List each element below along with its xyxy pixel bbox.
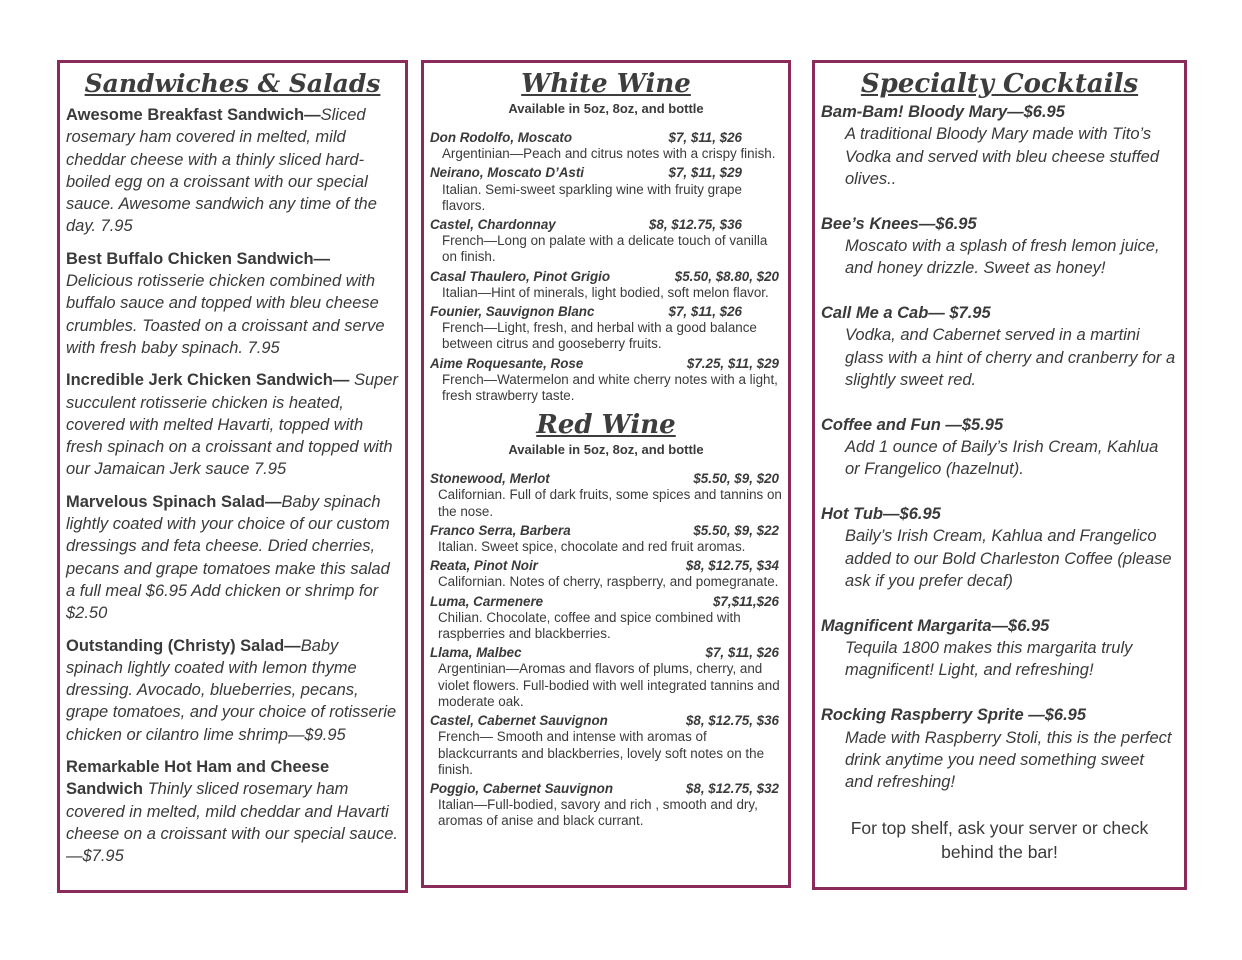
wine-item (424, 165, 788, 214)
wine-price: $8, $12.75, $32 (685, 780, 779, 796)
wine-item (424, 304, 788, 353)
cocktail-desc: Moscato with a splash of fresh lemon juice, and honey drizzle. Sweet as honey! (845, 236, 1160, 278)
wine-item (424, 713, 788, 778)
wine-desc: Chilian. Chocolate, coffee and spice combined with raspberries and blackberries. (438, 609, 741, 642)
wine-name: Llama, Malbec (430, 645, 522, 661)
item-desc: Baby spinach lightly coated with lemon thyme dressing. Avocado, blueberries, pecans, grape tomatoes, and your choice of rotisserie chicken or cilantro lime shrimp—$9.95 (66, 636, 397, 744)
wine-name: Stonewood, Merlot (430, 471, 550, 487)
wine-price: $8, $12.75, $36 (648, 217, 742, 233)
wine-desc: Argentinian—Aromas and flavors of plums, cherry, and violet flowers. Full-bodied with well integrated tannins and moderate oak. (438, 661, 780, 709)
cocktail-item (815, 302, 1184, 391)
wine-desc: Italian. Semi-sweet sparkling wine with fruity grape flavors. (442, 181, 742, 213)
cocktail-name: Bee’s Knees—$6.95 (821, 214, 977, 233)
wine-name: Founier, Sauvignon Blanc (430, 304, 595, 320)
wine-desc: French—Light, fresh, and herbal with a good balance between citrus and gooseberry fruits. (442, 320, 757, 352)
item-desc: Delicious rotisserie chicken combined with buffalo sauce and topped with bleu cheese crumbles. Toasted on a croissant and serve with fresh baby spinach. 7.95 (66, 272, 385, 357)
cocktail-name: Coffee and Fun —$5.95 (821, 415, 1004, 434)
wine-item (424, 356, 788, 405)
wine-name: Neirano, Moscato D’Asti (430, 165, 585, 181)
cocktail-desc: A traditional Bloody Mary made with Tito’s Vodka and served with bleu cheese stuffed olives.. (845, 125, 1160, 188)
menu-item (60, 104, 405, 238)
wine-name: Castel, Cabernet Sauvignon (430, 713, 608, 729)
top-shelf-note: For top shelf, ask your server or check behind the bar! (850, 817, 1149, 862)
cocktail-name: Magnificent Margarita—$6.95 (821, 616, 1050, 635)
wine-name: Reata, Pinot Noir (430, 558, 538, 574)
wine-price: $7, $11, $26 (668, 130, 742, 145)
wine-price: $5.50, $8.80, $20 (674, 268, 779, 284)
cocktail-item (815, 414, 1184, 481)
wine-price: $5.50, $9, $20 (693, 471, 779, 487)
wine-desc: French—Long on palate with a delicate touch of vanilla on finish. (442, 233, 768, 265)
wine-desc: Italian—Full-bodied, savory and rich , smooth and dry, aromas of anise and black currant. (438, 797, 758, 829)
wine-price: $7, $11, $29 (668, 165, 742, 181)
wine-price: $8, $12.75, $36 (685, 713, 779, 729)
item-name: Awesome Breakfast Sandwich— (66, 106, 321, 124)
wine-desc: Italian. Sweet spice, chocolate and red fruit aromas. (438, 539, 746, 555)
cocktail-desc: Add 1 ounce of Baily’s Irish Cream, Kahlua or Frangelico (hazelnut). (845, 438, 1159, 479)
wine-item (424, 645, 788, 710)
white-wine-heading: White Wine (521, 69, 691, 99)
cocktails-heading: Specialty Cocktails (860, 69, 1139, 99)
menu-item (60, 756, 405, 867)
wine-name: Luma, Carmenere (430, 593, 544, 609)
cocktail-item (815, 213, 1184, 280)
wine-item (424, 130, 788, 162)
cocktail-desc: Made with Raspberry Stoli, this is the perfect drink anytime you need something sweet and refreshing! (845, 728, 1172, 792)
wine-item (424, 217, 788, 266)
wine-price: $7.25, $11, $29 (686, 355, 779, 371)
wine-price: $7,$11,$26 (712, 593, 779, 609)
item-desc: Super succulent rotisserie chicken is heated, covered with melted Havarti, topped with fresh spinach on a croissant and topped with our Jamaican Jerk sauce 7.95 (66, 371, 398, 479)
cocktail-item (815, 101, 1184, 190)
item-desc: Baby spinach lightly coated with your choice of our custom dressings and feta cheese. Dried cherries, pecans and grape tomatoes make this salad a full meal $6.95 Add chicken or shrimp for $2.50 (66, 492, 390, 623)
item-name: Remarkable Hot Ham and Cheese Sandwich (66, 758, 330, 799)
wine-desc: Californian. Notes of cherry, raspberry, and pomegranate. (438, 574, 779, 590)
wine-name: Don Rodolfo, Moscato (430, 130, 573, 145)
item-name: Incredible Jerk Chicken Sandwich— (66, 371, 350, 390)
item-desc: Thinly sliced rosemary ham covered in melted, mild cheddar and Havarti cheese on a croissant with our special sauce. —$7.95 (66, 780, 399, 866)
cocktail-item (815, 615, 1184, 682)
wine-item (424, 781, 788, 830)
cocktail-name: Rocking Raspberry Sprite —$6.95 (821, 706, 1087, 725)
wine-desc: Californian. Full of dark fruits, some spices and tannins on the nose. (438, 487, 782, 519)
menu-item (60, 491, 405, 625)
wine-desc: Italian—Hint of minerals, light bodied, soft melon flavor. (442, 284, 769, 300)
wine-price: $8, $12.75, $34 (685, 558, 779, 574)
wine-desc: French— Smooth and intense with aromas of blackcurrants and blackberries, lovely soft notes on the finish. (438, 729, 765, 777)
cocktail-item (815, 704, 1184, 793)
wine-name: Castel, Chardonnay (430, 217, 556, 233)
cocktail-name: Bam-Bam! Bloody Mary—$6.95 (821, 103, 1065, 121)
item-name: Best Buffalo Chicken Sandwich— (66, 249, 331, 268)
sandwiches-panel (57, 60, 408, 893)
wine-item (424, 558, 788, 590)
item-name: Outstanding (Christy) Salad— (66, 636, 301, 655)
sandwiches-heading: Sandwiches & Salads (84, 69, 381, 98)
cocktail-item (815, 503, 1184, 592)
wine-item (424, 269, 788, 301)
wine-item (424, 594, 788, 643)
menu-item (60, 248, 405, 359)
wine-item (424, 523, 788, 555)
wine-item (424, 471, 788, 520)
wine-price: $7, $11, $26 (705, 645, 779, 661)
menu-item (60, 635, 405, 746)
wine-name: Poggio, Cabernet Sauvignon (430, 780, 614, 796)
cocktail-desc: Vodka, and Cabernet served in a martini glass with a hint of cherry and cranberry for a slightly sweet red. (845, 326, 1176, 389)
wine-name: Casal Thaulero, Pinot Grigio (430, 268, 611, 284)
cocktail-name: Call Me a Cab— $7.95 (821, 304, 991, 323)
wine-price: $7, $11, $26 (668, 304, 742, 320)
red-wine-availability: Available in 5oz, 8oz, and bottle (508, 442, 704, 458)
menu-item (60, 369, 405, 480)
wine-price: $5.50, $9, $22 (693, 522, 779, 538)
cocktail-desc: Baily’s Irish Cream, Kahlua and Frangelico added to our Bold Charleston Coffee (please ask if you prefer decaf) (845, 527, 1172, 591)
wine-name: Franco Serra, Barbera (430, 522, 571, 538)
red-wine-heading: Red Wine (536, 410, 676, 441)
item-name: Marvelous Spinach Salad— (66, 492, 282, 511)
item-desc: Sliced rosemary ham covered in melted, mild cheddar cheese with a thinly sliced hard-boiled egg on a croissant with our special sauce. Awesome sandwich any time of the day. 7.95 (66, 106, 377, 236)
cocktails-panel (812, 60, 1187, 890)
white-wine-availability: Available in 5oz, 8oz, and bottle (508, 101, 704, 116)
cocktail-desc: Tequila 1800 makes this margarita truly magnificent! Light, and refreshing! (845, 639, 1133, 680)
wine-desc: Argentinian—Peach and citrus notes with a crispy finish. (442, 146, 776, 162)
wine-name: Aime Roquesante, Rose (430, 355, 584, 371)
wine-panel (421, 60, 791, 888)
wine-desc: French—Watermelon and white cherry notes with a light, fresh strawberry taste. (442, 371, 778, 404)
cocktail-name: Hot Tub—$6.95 (821, 505, 941, 524)
